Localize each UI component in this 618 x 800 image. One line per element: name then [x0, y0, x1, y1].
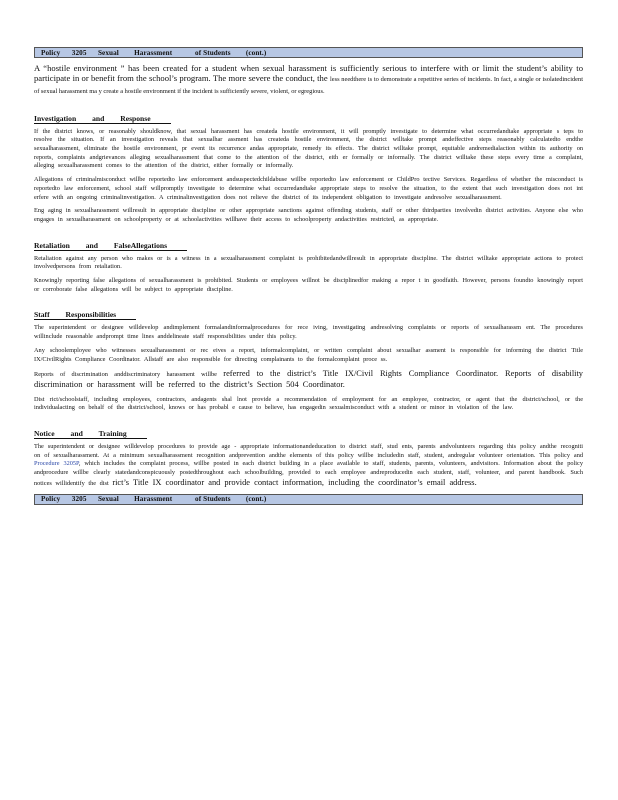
staff-section: [34, 304, 583, 413]
footer-title-harassment: Harassment: [134, 495, 173, 504]
intro-paragraph: [34, 63, 583, 98]
notice-heading: Notice and Training: [34, 429, 147, 439]
staff-paragraph-4: Dist rict/schoolstaff, including employees, contractors, andagents shal lnot provide a recommendation of employment for an employee, contractor, or agent that the district/school, or the individualacting on behalf of the district/school, knows or has probabl e cause to believe, has engagedin sexualmisconduct with a student or minor in violation of the law.: [34, 395, 583, 412]
intro-text-a: A “hostile environment ” has been created for a student when sexual harassment is sufficiently serious to interfere with or limit the student’s ability to participate in or benefit from the school’s program. The more severe the conduct, the: [34, 63, 583, 84]
policy-title-sexual: Sexual: [97, 48, 119, 57]
policy-title-harassment: Harassment: [134, 48, 173, 57]
investigation-section: [34, 108, 583, 225]
notice-paragraph-1: [34, 443, 583, 489]
policy-label: Policy: [41, 48, 61, 57]
staff-paragraph-3-end: referred to the district’s Title IX/Civil Rights Compliance Coordinator. Reports of disability discrimination or harassment will be referred to the district’s Section 504 Coordinator.: [34, 369, 583, 389]
investigation-paragraph-1: If the district knows, or reasonably shouldknow, that sexual harassment has createda hostile environment, it will promptly investigate to determine what occurredandtake appropriate s teps to resolve the situation. If an investigation reveals that sexualhar assment has createda hostile environment, the district willtake prompt andeffective steps reasonably calculatedto endthe sexualharassment, eliminate the hostile environment, pr event its recurrence andas appropriate, remedy its effects. The district willtake prompt, equitable andremedialaction within its authority on reports, complaints andgrievances alleging sexualharassment that come to the attention of the district, eith er formally or informally. The district willtake these steps every time a complaint, alleging sexualharassment comes to the attention of the district, either formally or informally.: [34, 127, 583, 170]
retaliation-section: [34, 235, 583, 295]
footer-cont: (cont.): [245, 495, 267, 504]
footer-title-students: of Students: [195, 495, 231, 504]
notice-text-end: rict’s Title IX coordinator and provide contact information, including the coordinator’s email address.: [112, 477, 477, 487]
footer-policy-number: 3205: [71, 495, 87, 504]
staff-paragraph-3: [34, 369, 583, 390]
staff-paragraph-3-start: Reports of discrimination anddiscriminatory harassment willbe: [34, 371, 217, 379]
staff-paragraph-1: The superintendent or designee willdevelop andimplement formalandinformalprocedures for rece iving, investigating andresolving complaints or reports of sexualharassm ent. The procedures willinclude reasonable andprompt time lines anddelineate staff responsibilities under this policy.: [34, 324, 583, 341]
footer-title-sexual: Sexual: [97, 495, 119, 504]
notice-text-middle: , which includes the complaint process, willbe posted in each district building in a place available to staff, students, parents, volunteers, andvisitors. Information about the policy andprocedure willbe clearly statedandconspicuously postedthroughout each schoolbuilding, provided to each employee andreproducedin each student, staff, volunteer, and parent handbook. Such notices willidentify the dist: [34, 460, 583, 487]
staff-heading: Staff Responsibilities: [34, 310, 136, 320]
policy-cont: (cont.): [245, 48, 267, 57]
footer-policy-label: Policy: [41, 495, 61, 504]
policy-title-students: of Students: [195, 48, 231, 57]
procedure-link[interactable]: Procedure 3205P: [34, 460, 79, 468]
investigation-heading: Investigation and Response: [34, 114, 171, 124]
policy-footer-bar: [34, 494, 583, 505]
policy-header-bar: [34, 47, 583, 58]
retaliation-heading: Retaliation and FalseAllegations: [34, 241, 187, 251]
notice-section: [34, 423, 583, 489]
staff-paragraph-2: Any schoolemployee who witnesses sexualharassment or rec eives a report, informalcomplaint, or written complaint about sexualhar assment is responsible for informing the district Title IX/CivilRights Compliance Coordinator. Allstaff are also responsible for directing complainants to the formalcomplaint proce ss.: [34, 346, 583, 363]
intro-text-b: less needthere is to demonstrate a repetitive series of incidents. In fact, a single or isolatedincident of sexual harassment ma y create a hostile environment if the incident is sufficiently severe, violent, or egregious.: [34, 76, 583, 96]
policy-page: [34, 47, 583, 505]
investigation-paragraph-3: Eng aging in sexualharassment willresult in appropriate discipline or other appropriate sanctions against offending students, staff or other thirdparties involvedin district activities. Anyone else who engages in sexualharassment on schoolproperty or at schoolactivities willhave their access to schoolproperty andactivities restricted, as appropriate.: [34, 207, 583, 223]
policy-number: 3205: [71, 48, 87, 57]
retaliation-paragraph-2: Knowingly reporting false allegations of sexualharassment is prohibited. Students or employees willnot be disciplinedfor making a repor t in goodfaith. However, persons foundto knowingly report or corroborate false allegations will be subject to appropriate discipline.: [34, 277, 583, 293]
investigation-paragraph-2: Allegations of criminalmisconduct willbe reportedto law enforcement andsuspectedchildabuse willbe reportedto law enforcement or ChildPro tective Services. Regardless of whether the misconduct is reportedto law enforcement, school staff willpromptly investigate to determine what occurredandtake appropriate steps to resolve the situation, to the extent that such investigation does not int erfere with an ongoing criminalinvestigation. A criminalinvestigation does not relieve the district of its independent obligation to investigate andresolve sexualharassment.: [34, 176, 583, 201]
notice-text-start: The superintendent or designee willdevelop procedures to provide age - appropriate informationandeducation to district staff, stud ents, parents andvolunteers regarding this policy andthe recogniti on of sexualharassment. At a minimum sexualharassment recognition andprevention andthe elements of this policy willbe includedin staff, student, andregular volunteer orientation. This policy and: [34, 443, 583, 459]
retaliation-paragraph-1: Retaliation against any person who makes or is a witness in a sexualharassment complaint is prohibitedandwillresult in appropriate discipline. The district willtake appropriate actions to protect involvedpersons from retaliation.: [34, 254, 583, 271]
